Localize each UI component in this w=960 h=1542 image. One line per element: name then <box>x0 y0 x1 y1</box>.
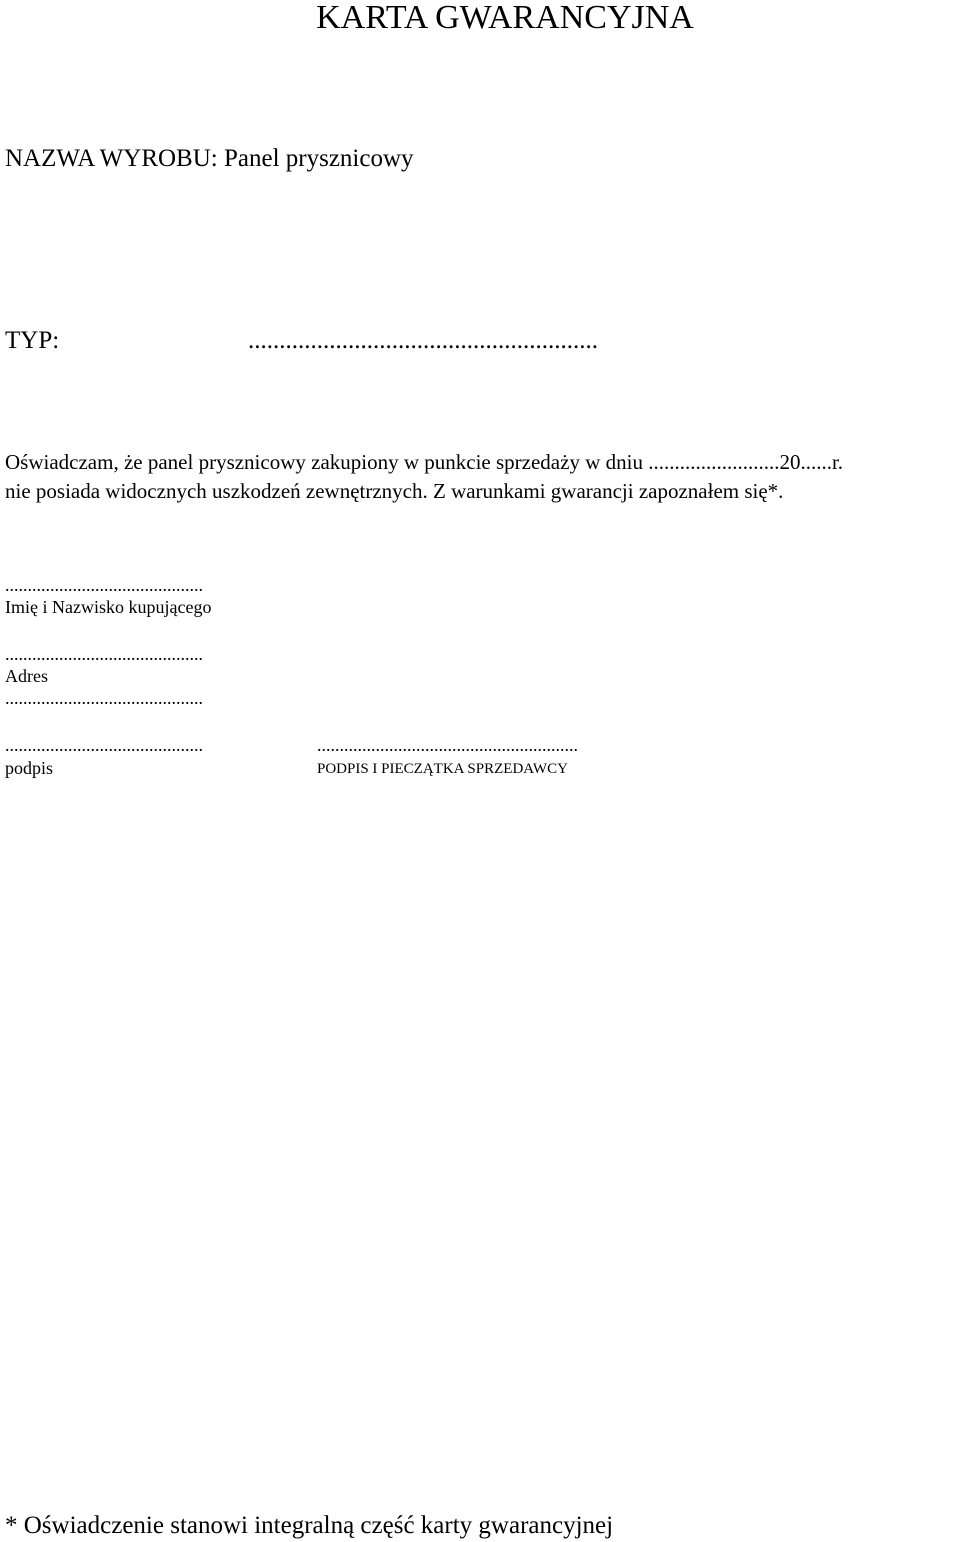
type-label: TYP: <box>5 327 60 354</box>
seller-signature-label: PODPIS I PIECZĄTKA SPRZEDAWCY <box>317 761 568 777</box>
buyer-signature-label: podpis <box>5 758 54 778</box>
buyer-name-field: ............................................ <box>5 575 203 595</box>
footnote: * Oświadczenie stanowi integralną część karty gwarancyjnej <box>5 1512 614 1539</box>
type-value-field: ........................................................ <box>248 327 598 354</box>
buyer-name-label: Imię i Nazwisko kupującego <box>5 597 212 617</box>
document-title: KARTA GWARANCYJNA <box>316 0 694 36</box>
address-field-bottom: ............................................ <box>5 688 203 708</box>
seller-signature-field: .......................................................... <box>317 735 578 755</box>
buyer-signature-field: ............................................ <box>5 735 203 755</box>
declaration-line-2: nie posiada widocznych uszkodzeń zewnętrznych. Z warunkami gwarancji zapoznałem się*. <box>5 479 784 503</box>
product-name-line: NAZWA WYROBU: Panel prysznicowy <box>5 145 414 172</box>
address-field-top: ............................................ <box>5 644 203 664</box>
declaration-line-1: Oświadczam, że panel prysznicowy zakupiony w punkcie sprzedaży w dniu .........................20......r. <box>5 450 844 474</box>
address-label: Adres <box>5 666 48 686</box>
